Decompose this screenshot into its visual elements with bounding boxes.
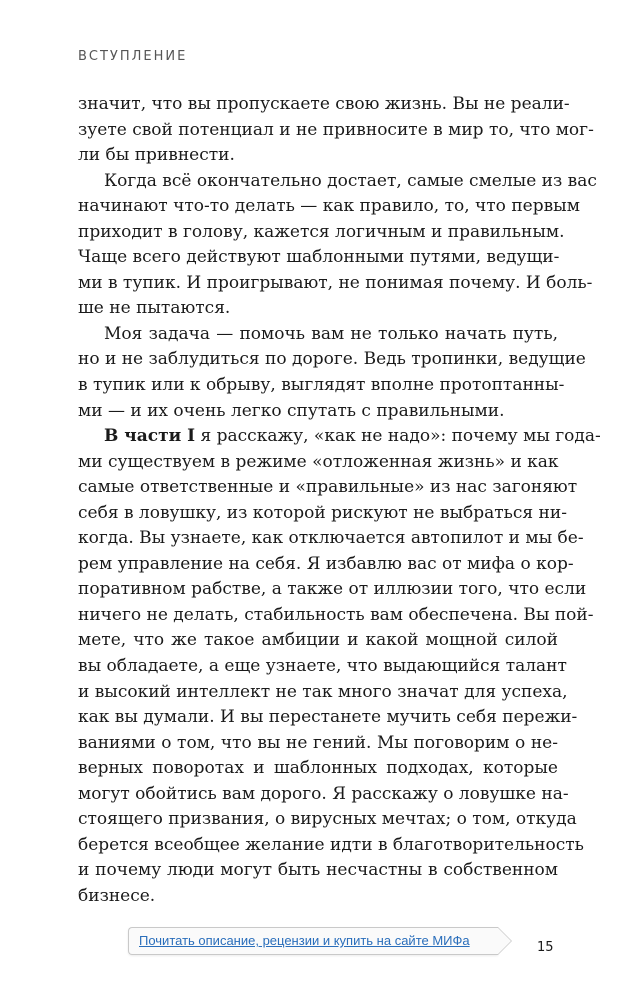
text-line: и высокий интеллект не так много значат для успеха,	[78, 681, 568, 702]
body-text	[78, 92, 601, 910]
text-line: ми в тупик. И проигрывают, не понимая почему. И боль-	[78, 272, 593, 293]
text-line: верных поворотах и шаблонных подходах, которые	[78, 758, 558, 779]
text-line: ми существуем в режиме «отложенная жизнь» и как	[78, 451, 559, 472]
text-line: в тупик или к обрыву, выглядят вполне протоптанны-	[78, 375, 565, 396]
text-line: Моя задача — помочь вам не только начать путь,	[104, 323, 558, 344]
page-number: 15	[537, 940, 554, 955]
text-line: зуете свой потенциал и не привносите в мир то, что мог-	[78, 119, 594, 140]
text-line: Когда всё окончательно достает, самые смелые из вас	[104, 170, 597, 191]
text-line: ничего не делать, стабильность вам обеспечена. Вы пой-	[78, 604, 594, 625]
buy-on-mif-link-button[interactable]	[128, 927, 498, 955]
text-line: Чаще всего действуют шаблонными путями, ведущи-	[78, 247, 560, 268]
text-line: берется всеобщее желание идти в благотворительность	[78, 834, 584, 855]
text-line: стоящего призвания, о вирусных мечтах; о том, откуда	[78, 809, 577, 830]
text-line: ли бы привнести.	[78, 145, 235, 166]
text-line-rest: я расскажу, «как не надо»: почему мы года-	[200, 426, 601, 447]
text-line: начинают что-то делать — как правило, то, что первым	[78, 196, 580, 217]
text-line: могут обойтись вам дорого. Я расскажу о ловушке на-	[78, 783, 569, 804]
text-line: мете, что же такое амбиции и какой мощной силой	[78, 630, 558, 651]
text-line: ше не пытаются.	[78, 298, 231, 319]
running-header: ВСТУПЛЕНИЕ	[78, 49, 188, 64]
bold-lead: В части I	[104, 426, 196, 447]
text-line: рем управление на себя. Я избавлю вас от мифа о кор-	[78, 553, 574, 574]
text-line: приходит в голову, кажется логичным и правильным.	[78, 221, 565, 242]
text-line: себя в ловушку, из которой рискуют не выбраться ни-	[78, 502, 567, 523]
text-line	[78, 424, 601, 450]
text-line: ваниями о том, что вы не гений. Мы поговорим о не-	[78, 732, 558, 753]
text-line: и почему люди могут быть несчастны в собственном	[78, 860, 558, 881]
text-line: как вы думали. И вы перестанете мучить себя пережи-	[78, 707, 578, 728]
text-line: значит, что вы пропускаете свою жизнь. Вы не реали-	[78, 94, 570, 114]
text-line: вы обладаете, а еще узнаете, что выдающийся талант	[78, 656, 567, 677]
text-line: ми — и их очень легко спутать с правильными.	[78, 400, 505, 421]
text-line: поративном рабстве, а также от иллюзии того, что если	[78, 579, 587, 600]
buy-on-mif-link-label[interactable]: Почитать описание, рецензии и купить на сайте МИФа	[139, 933, 470, 948]
text-line: бизнесе.	[78, 885, 156, 906]
text-line: самые ответственные и «правильные» из нас загоняют	[78, 477, 578, 498]
text-line: когда. Вы узнаете, как отключается автопилот и мы бе-	[78, 528, 584, 549]
text-line: но и не заблудиться по дороге. Ведь тропинки, ведущие	[78, 349, 586, 370]
